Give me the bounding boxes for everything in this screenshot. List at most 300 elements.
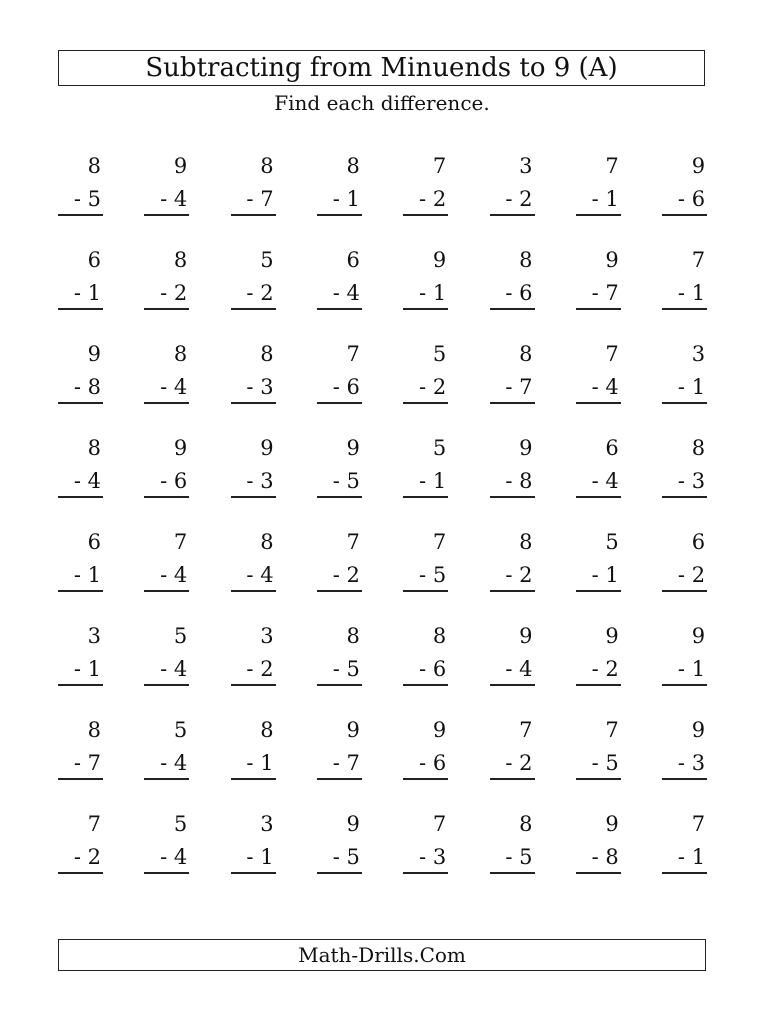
minus-sign: - — [677, 751, 686, 775]
subtraction-problem — [58, 711, 103, 781]
subtraction-problem — [576, 523, 621, 593]
answer-line — [317, 402, 362, 404]
answer-line — [403, 308, 448, 310]
answer-line — [231, 214, 276, 216]
subtrahend-line — [678, 281, 705, 305]
subtrahend: 1 — [87, 281, 101, 305]
minus-sign: - — [160, 281, 168, 305]
subtraction-problem — [231, 805, 276, 875]
minuend: 8 — [346, 624, 360, 648]
answer-line — [231, 308, 276, 310]
subtraction-problem — [576, 805, 621, 875]
subtraction-problem — [317, 429, 362, 499]
minus-sign: - — [332, 563, 340, 587]
minuend: 7 — [691, 248, 706, 272]
subtraction-problem — [662, 241, 707, 311]
minuend: 7 — [605, 342, 619, 366]
minuend: 5 — [605, 530, 619, 554]
answer-line — [144, 402, 189, 404]
minuend: 6 — [605, 436, 619, 460]
footer-credit: Math-Drills.Com — [58, 939, 706, 971]
minus-sign: - — [332, 751, 340, 775]
subtrahend-line — [592, 751, 619, 775]
subtraction-problem — [317, 147, 362, 217]
subtrahend: 2 — [260, 281, 274, 305]
answer-line — [58, 214, 103, 216]
minuend: 5 — [173, 812, 188, 836]
minuend: 6 — [346, 248, 360, 272]
minuend: 5 — [260, 248, 274, 272]
instructions-text: Find each difference. — [274, 91, 490, 115]
answer-line — [490, 308, 535, 310]
subtraction-problem — [662, 711, 707, 781]
answer-line — [576, 778, 621, 780]
problem-row — [58, 805, 706, 899]
minus-sign: - — [332, 187, 340, 211]
subtrahend-line — [419, 563, 446, 587]
minuend: 3 — [691, 342, 706, 366]
minus-sign: - — [332, 281, 340, 305]
subtraction-problem — [490, 805, 535, 875]
subtraction-problem — [317, 523, 362, 593]
subtrahend: 1 — [691, 281, 706, 305]
subtraction-problem — [403, 147, 448, 217]
minus-sign: - — [677, 657, 686, 681]
minuend: 9 — [346, 812, 360, 836]
answer-line — [490, 496, 535, 498]
subtrahend-line — [419, 469, 446, 493]
subtraction-problem — [317, 711, 362, 781]
subtrahend-line — [74, 281, 101, 305]
answer-line — [662, 496, 707, 498]
answer-line — [317, 590, 362, 592]
subtrahend-line — [333, 375, 360, 399]
subtrahend: 8 — [87, 375, 101, 399]
minuend: 8 — [691, 436, 706, 460]
subtrahend: 4 — [605, 375, 619, 399]
minus-sign: - — [332, 375, 340, 399]
minuend: 9 — [605, 812, 619, 836]
subtrahend: 5 — [432, 563, 447, 587]
minus-sign: - — [73, 375, 81, 399]
minuend: 3 — [260, 624, 274, 648]
minuend: 8 — [260, 154, 274, 178]
minus-sign: - — [677, 281, 686, 305]
minuend: 6 — [87, 248, 101, 272]
subtraction-problem — [490, 241, 535, 311]
subtrahend: 2 — [346, 563, 360, 587]
answer-line — [576, 308, 621, 310]
minuend: 8 — [87, 436, 101, 460]
answer-line — [403, 778, 448, 780]
subtrahend-line — [160, 281, 187, 305]
answer-line — [317, 684, 362, 686]
subtraction-problem — [662, 147, 707, 217]
subtrahend-line — [592, 187, 619, 211]
answer-line — [576, 496, 621, 498]
minuend: 7 — [432, 812, 447, 836]
minus-sign: - — [160, 187, 168, 211]
subtraction-problem — [403, 617, 448, 687]
subtraction-problem — [662, 335, 707, 405]
minus-sign: - — [591, 187, 599, 211]
answer-line — [58, 872, 103, 874]
answer-line — [662, 214, 707, 216]
minus-sign: - — [73, 845, 81, 869]
subtrahend-line — [592, 375, 619, 399]
subtraction-problem — [403, 429, 448, 499]
subtrahend-line — [678, 657, 705, 681]
subtrahend-line — [505, 657, 532, 681]
answer-line — [662, 684, 707, 686]
minus-sign: - — [73, 281, 81, 305]
answer-line — [58, 402, 103, 404]
subtrahend: 5 — [346, 845, 360, 869]
minus-sign: - — [505, 657, 513, 681]
subtraction-problem — [576, 335, 621, 405]
subtrahend: 6 — [173, 469, 188, 493]
problem-row — [58, 335, 706, 429]
subtrahend: 4 — [173, 845, 188, 869]
minuend: 9 — [691, 624, 706, 648]
minuend: 3 — [87, 624, 101, 648]
answer-line — [58, 496, 103, 498]
minus-sign: - — [246, 751, 254, 775]
subtraction-problem — [403, 805, 448, 875]
subtrahend-line — [160, 845, 187, 869]
minuend: 8 — [346, 154, 360, 178]
subtraction-problem — [58, 335, 103, 405]
minus-sign: - — [73, 751, 81, 775]
subtrahend: 2 — [432, 375, 447, 399]
answer-line — [490, 214, 535, 216]
subtrahend: 2 — [691, 563, 706, 587]
minuend: 8 — [519, 342, 533, 366]
subtraction-problem — [317, 335, 362, 405]
subtrahend: 5 — [519, 845, 533, 869]
subtrahend-line — [160, 563, 187, 587]
answer-line — [58, 308, 103, 310]
subtraction-problem — [144, 711, 189, 781]
subtrahend: 7 — [346, 751, 360, 775]
subtrahend-line — [678, 187, 705, 211]
minuend: 7 — [346, 530, 360, 554]
minus-sign: - — [419, 187, 427, 211]
answer-line — [490, 684, 535, 686]
subtrahend-line — [74, 751, 101, 775]
subtrahend-line — [246, 375, 273, 399]
subtrahend: 8 — [519, 469, 533, 493]
minus-sign: - — [246, 281, 254, 305]
subtraction-problem — [231, 147, 276, 217]
answer-line — [231, 590, 276, 592]
subtrahend: 1 — [346, 187, 360, 211]
answer-line — [662, 402, 707, 404]
answer-line — [58, 778, 103, 780]
minus-sign: - — [246, 469, 254, 493]
minuend: 9 — [173, 154, 188, 178]
answer-line — [317, 308, 362, 310]
subtrahend-line — [333, 281, 360, 305]
minuend: 7 — [432, 154, 447, 178]
minus-sign: - — [246, 657, 254, 681]
problem-grid — [58, 147, 706, 899]
subtrahend: 4 — [605, 469, 619, 493]
answer-line — [662, 872, 707, 874]
minuend: 9 — [260, 436, 274, 460]
subtraction-problem — [403, 523, 448, 593]
answer-line — [576, 684, 621, 686]
minus-sign: - — [505, 751, 513, 775]
answer-line — [144, 778, 189, 780]
subtrahend-line — [246, 187, 273, 211]
minus-sign: - — [419, 375, 427, 399]
minus-sign: - — [419, 563, 427, 587]
subtrahend-line — [419, 657, 446, 681]
subtraction-problem — [317, 617, 362, 687]
answer-line — [231, 778, 276, 780]
minuend: 5 — [173, 718, 188, 742]
subtrahend: 1 — [605, 563, 619, 587]
answer-line — [231, 872, 276, 874]
minuend: 9 — [346, 436, 360, 460]
subtraction-problem — [576, 617, 621, 687]
subtrahend: 1 — [605, 187, 619, 211]
minus-sign: - — [591, 657, 599, 681]
subtrahend: 1 — [87, 657, 101, 681]
minus-sign: - — [591, 563, 599, 587]
subtraction-problem — [231, 617, 276, 687]
minus-sign: - — [505, 469, 513, 493]
subtrahend: 6 — [346, 375, 360, 399]
answer-line — [317, 496, 362, 498]
subtrahend-line — [678, 845, 705, 869]
subtrahend: 4 — [173, 375, 188, 399]
subtrahend: 1 — [691, 375, 706, 399]
subtrahend: 5 — [605, 751, 619, 775]
subtrahend: 2 — [432, 187, 447, 211]
minuend: 8 — [519, 248, 533, 272]
answer-line — [490, 778, 535, 780]
minuend: 8 — [519, 530, 533, 554]
minuend: 3 — [260, 812, 274, 836]
subtrahend: 7 — [519, 375, 533, 399]
subtrahend-line — [419, 187, 446, 211]
minus-sign: - — [419, 469, 427, 493]
subtrahend: 3 — [432, 845, 447, 869]
minuend: 8 — [87, 718, 101, 742]
subtrahend: 2 — [605, 657, 619, 681]
subtraction-problem — [231, 241, 276, 311]
subtrahend: 2 — [173, 281, 188, 305]
minus-sign: - — [419, 657, 427, 681]
minus-sign: - — [505, 845, 513, 869]
minuend: 8 — [173, 342, 188, 366]
subtrahend-line — [592, 469, 619, 493]
minuend: 7 — [691, 812, 706, 836]
subtrahend-line — [333, 563, 360, 587]
minus-sign: - — [160, 563, 168, 587]
answer-line — [576, 214, 621, 216]
minus-sign: - — [73, 657, 81, 681]
subtraction-problem — [231, 711, 276, 781]
minuend: 9 — [346, 718, 360, 742]
subtrahend-line — [592, 845, 619, 869]
minuend: 8 — [260, 530, 274, 554]
minuend: 5 — [432, 342, 447, 366]
answer-line — [662, 590, 707, 592]
subtrahend: 4 — [173, 751, 188, 775]
minus-sign: - — [591, 375, 599, 399]
subtrahend: 5 — [87, 187, 101, 211]
minus-sign: - — [505, 563, 513, 587]
subtrahend: 4 — [173, 657, 188, 681]
subtraction-problem — [144, 523, 189, 593]
answer-line — [490, 872, 535, 874]
answer-line — [403, 684, 448, 686]
subtrahend: 1 — [87, 563, 101, 587]
minuend: 9 — [519, 436, 533, 460]
minus-sign: - — [677, 563, 686, 587]
subtrahend-line — [74, 375, 101, 399]
answer-line — [317, 214, 362, 216]
answer-line — [144, 590, 189, 592]
subtraction-problem — [231, 523, 276, 593]
answer-line — [662, 778, 707, 780]
subtrahend-line — [505, 469, 532, 493]
minus-sign: - — [73, 563, 81, 587]
minuend: 6 — [691, 530, 706, 554]
minus-sign: - — [246, 845, 254, 869]
minuend: 8 — [260, 718, 274, 742]
problem-row — [58, 241, 706, 335]
minuend: 8 — [87, 154, 101, 178]
answer-line — [403, 402, 448, 404]
minus-sign: - — [677, 187, 686, 211]
subtrahend-line — [505, 187, 532, 211]
subtrahend: 2 — [260, 657, 274, 681]
minuend: 7 — [432, 530, 447, 554]
subtraction-problem — [144, 617, 189, 687]
subtrahend-line — [592, 657, 619, 681]
subtraction-problem — [662, 617, 707, 687]
subtrahend: 1 — [432, 469, 447, 493]
subtrahend: 7 — [87, 751, 101, 775]
minuend: 9 — [432, 248, 447, 272]
subtrahend-line — [333, 845, 360, 869]
problem-row — [58, 711, 706, 805]
minuend: 3 — [519, 154, 533, 178]
minuend: 5 — [173, 624, 188, 648]
subtrahend: 4 — [260, 563, 274, 587]
subtrahend-line — [246, 281, 273, 305]
subtraction-problem — [231, 429, 276, 499]
minus-sign: - — [246, 563, 254, 587]
minus-sign: - — [677, 375, 686, 399]
subtrahend: 1 — [432, 281, 447, 305]
subtrahend: 7 — [260, 187, 274, 211]
subtraction-problem — [58, 429, 103, 499]
subtrahend-line — [74, 187, 101, 211]
subtrahend: 7 — [605, 281, 619, 305]
minus-sign: - — [73, 469, 81, 493]
minus-sign: - — [246, 187, 254, 211]
minus-sign: - — [505, 187, 513, 211]
subtraction-problem — [58, 523, 103, 593]
subtraction-problem — [662, 523, 707, 593]
minus-sign: - — [73, 187, 81, 211]
subtrahend-line — [419, 281, 446, 305]
subtraction-problem — [231, 335, 276, 405]
subtrahend-line — [74, 845, 101, 869]
subtrahend: 2 — [87, 845, 101, 869]
problem-row — [58, 523, 706, 617]
subtrahend: 4 — [346, 281, 360, 305]
answer-line — [144, 684, 189, 686]
minus-sign: - — [419, 751, 427, 775]
minus-sign: - — [160, 751, 168, 775]
subtraction-problem — [490, 429, 535, 499]
answer-line — [490, 590, 535, 592]
subtraction-problem — [403, 241, 448, 311]
subtrahend: 6 — [432, 657, 447, 681]
minus-sign: - — [160, 469, 168, 493]
subtrahend-line — [246, 563, 273, 587]
minuend: 7 — [519, 718, 533, 742]
subtrahend-line — [246, 657, 273, 681]
subtrahend-line — [160, 187, 187, 211]
subtraction-problem — [317, 805, 362, 875]
problem-row — [58, 617, 706, 711]
subtraction-problem — [576, 429, 621, 499]
subtrahend: 8 — [605, 845, 619, 869]
subtraction-problem — [490, 711, 535, 781]
subtrahend-line — [246, 469, 273, 493]
subtrahend: 1 — [260, 751, 274, 775]
minuend: 8 — [260, 342, 274, 366]
minuend: 9 — [605, 624, 619, 648]
minus-sign: - — [160, 845, 168, 869]
subtrahend-line — [160, 375, 187, 399]
minuend: 7 — [346, 342, 360, 366]
minus-sign: - — [505, 281, 513, 305]
minus-sign: - — [419, 281, 427, 305]
subtrahend-line — [160, 751, 187, 775]
answer-line — [58, 684, 103, 686]
subtrahend: 2 — [519, 187, 533, 211]
subtraction-problem — [144, 147, 189, 217]
subtrahend-line — [419, 751, 446, 775]
worksheet-title: Subtracting from Minuends to 9 (A) — [58, 50, 705, 86]
answer-line — [144, 308, 189, 310]
subtraction-problem — [490, 147, 535, 217]
subtraction-problem — [490, 335, 535, 405]
subtraction-problem — [403, 335, 448, 405]
minus-sign: - — [505, 375, 513, 399]
subtraction-problem — [576, 711, 621, 781]
subtrahend-line — [505, 375, 532, 399]
subtrahend: 1 — [691, 845, 706, 869]
subtrahend-line — [74, 563, 101, 587]
subtrahend: 1 — [260, 845, 274, 869]
subtraction-problem — [58, 617, 103, 687]
subtrahend: 6 — [432, 751, 447, 775]
minus-sign: - — [332, 657, 340, 681]
minuend: 7 — [605, 154, 619, 178]
minuend: 9 — [691, 154, 706, 178]
answer-line — [231, 684, 276, 686]
minuend: 8 — [432, 624, 447, 648]
